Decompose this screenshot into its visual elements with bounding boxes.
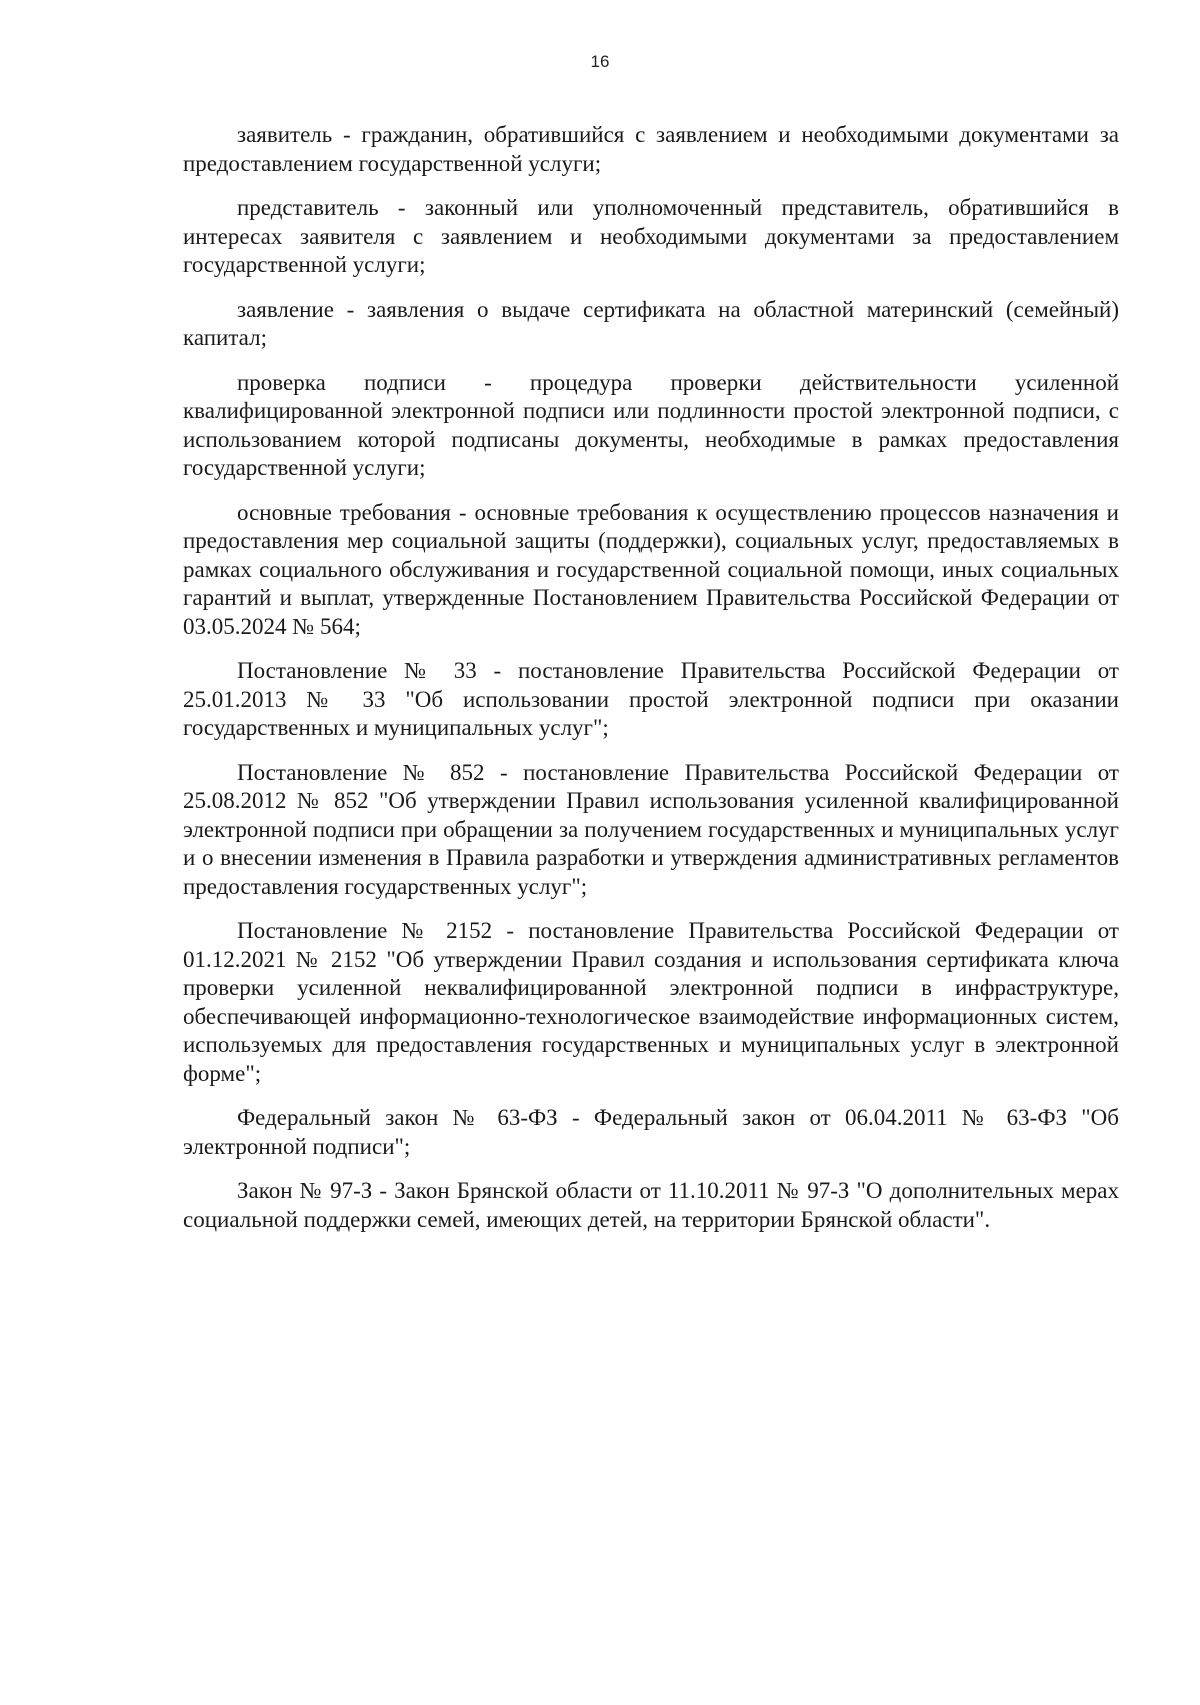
- definition-paragraph-representative: представитель - законный или уполномоченный представитель, обратившийся в интересах заявителя с заявлением и необходимыми документами за предоставлением государственной услуги;: [183, 195, 1119, 277]
- definition-paragraph-signature-check: проверка подписи - процедура проверки действительности усиленной квалифицированной электронной подписи или подлинности простой электронной подписи, с использованием которой подписаны документы, необходимые в рамках предоставления государственной услуги;: [183, 369, 1119, 480]
- definition-paragraph-applicant: заявитель - гражданин, обратившийся с заявлением и необходимыми документами за предоставлением государственной услуги;: [183, 122, 1119, 176]
- definition-paragraph-basic-requirements: основные требования - основные требования к осуществлению процессов назначения и предоставления мер социальной защиты (поддержки), социальных услуг, предоставляемых в рамках социального обслуживания и государственной социальной помощи, иных социальных гарантий и выплат, утвержденные Постановлением Правительства Российской Федерации от 03.05.2024 № 564;: [183, 499, 1119, 639]
- definition-paragraph-law-97: Закон № 97-З - Закон Брянской области от 11.10.2011 № 97-З "О дополнительных мерах социальной поддержки семей, имеющих детей, на территории Брянской области".: [183, 1178, 1119, 1232]
- page-number: 16: [590, 52, 610, 71]
- definition-paragraph-resolution-2152: Постановление № 2152 - постановление Правительства Российской Федерации от 01.12.2021 № 2152 "Об утверждении Правил создания и использования сертификата ключа проверки усиленной неквалифицированной электронной подписи в инфраструктуре, обеспечивающей информационно-технологическое взаимодействие информационных систем, используемых для предоставления государственных и муниципальных услуг в электронной форме";: [183, 918, 1119, 1086]
- definition-paragraph-resolution-852: Постановление № 852 - постановление Правительства Российской Федерации от 25.08.2012 № 852 "Об утверждении Правил использования усиленной квалифицированной электронной подписи при обращении за получением государственных и муниципальных услуг и о внесении изменения в Правила разработки и утверждения административных регламентов предоставления государственных услуг";: [183, 759, 1119, 899]
- definition-paragraph-federal-law-63: Федеральный закон № 63-ФЗ - Федеральный закон от 06.04.2011 № 63-ФЗ "Об электронной подписи";: [183, 1105, 1119, 1159]
- document-body: [183, 121, 1119, 1250]
- definition-paragraph-resolution-33: Постановление № 33 - постановление Правительства Российской Федерации от 25.01.2013 № 33 "Об использовании простой электронной подписи при оказании государственных и муниципальных услуг";: [183, 658, 1119, 740]
- definition-paragraph-application: заявление - заявления о выдаче сертификата на областной материнский (семейный) капитал;: [183, 296, 1119, 350]
